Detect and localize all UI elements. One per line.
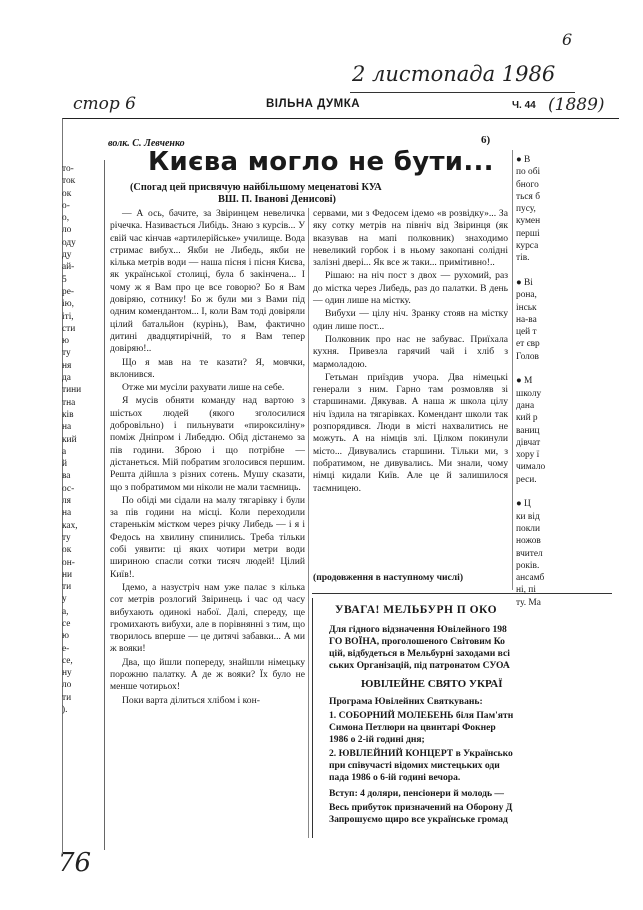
- paragraph: сервами, ми з Федосем ідемо «в розвідку»... За яку сотку метрів на північ від Звіринця (як вказував на мапі полковник) знаходимо невеликий горбок і в ньому закопані солідні залізні двері... Як все ж таки... примітивно!..: [313, 208, 508, 269]
- article-author: волк. С. Левченко: [108, 138, 185, 149]
- program-item-2-line-1: 2. ЮВІЛЕЙНИЙ КОНЦЕРТ в Українсько: [329, 748, 513, 759]
- announcement-title: ЮВІЛЕЙНЕ СВЯТО УКРАЇ: [361, 678, 503, 690]
- date-underline: [350, 92, 575, 93]
- handwritten-page-ref: стор 6: [73, 94, 136, 114]
- announcement-note-2: Запрошуємо щиро все українське громад: [329, 814, 508, 825]
- announcement-intro-1: Для гідного відзначення Ювілейного 198: [329, 624, 507, 635]
- article-number-tag: 6): [481, 134, 491, 146]
- paragraph: По обіді ми сідали на малу тягарівку і були за пів години на місці. Коли переходили старенькім містком через річку Либедь — і я і Федось на хвилину спинились. Треба тільки собі уявити: ці яких чотири метри води шириною спасли сотки тисяч людей! Цілий Київ!.: [110, 494, 305, 580]
- column-rule-right: [512, 150, 513, 590]
- announcement-note-1: Весь прибуток призначений на Оборону Д: [329, 802, 513, 813]
- program-item-1-line-2: Симона Петлюри на цвинтарі Фокнер: [329, 722, 496, 733]
- column-rule-left: [104, 160, 105, 850]
- paragraph: Полковник про нас не забувас. Приїхала кухня. Привезла гарячий чай і хліб з мармоладою.: [313, 333, 508, 370]
- paragraph: Гетьман приїздив учора. Два німецькі генерали з ним. Гарно там розмовляв зі старшинами. Дякував. А наша ж школа цілу ніч їздила на тягарівках. Комендант школи так розпорядився. Люди в місті нахвалитись не можуть. А на німців злі. Цілком покинули місто... Дивувались старшини. Тільки ми, з побратимом, не дивувались. Ми знали, чому німці кидали Київ. Але це й залишилося таємницею.: [313, 371, 508, 494]
- paragraph: Отже ми мусіли рахувати лише на себе.: [122, 382, 285, 394]
- paragraph: Що я мав на те казати? Я, мовчки, вклонився.: [110, 356, 305, 380]
- handwritten-corner-number: 6: [562, 30, 573, 49]
- paragraph: — А ось, бачите, за Звіринцем невеличка річечка. Називається Либідь. Знаю з курсів... У євій час кінчав «артилерійське» училище. Вода стримає вибух... Якби не Либедь, якби не кілька метрів води — наша пісня і пісня Києва, як української столиці, була б закінчена... І чому ж я Вам про це все говорю? Бо я Вам довіряю, сотнику! Бо ж були ми з Вами під одним комендантом... І, коли Вам тоді довіряли цілий батальйон (курінь), Вам, фактично дитині двадцятирічній, то я Вам тепер довіряю!..: [110, 208, 305, 355]
- program-item-1-line-3: 1986 о 2-ій годині дня;: [329, 734, 425, 745]
- continued-note: (продовження в наступному числі): [313, 572, 464, 583]
- issue-number: Ч. 44: [512, 100, 536, 111]
- article-subtitle-2: ВШ. П. Івановi Денисові): [218, 194, 336, 205]
- announcement-heading: УВАГА! МЕЛЬБУРН П ОКО: [335, 604, 498, 616]
- newspaper-name: ВІЛЬНА ДУМКА: [266, 98, 361, 110]
- paragraph: Рішаю: на ніч пост з двох — рухомий, раз до містка через Либедь, раз до палатки. В день — один лише на містку.: [313, 270, 508, 307]
- article-column-2: [313, 208, 508, 568]
- column-rule-middle: [308, 208, 309, 838]
- right-cropped-column: ● В по обі бного ться б пусу, кумен перші курса тів. ● Ві рона, інськ на-ва цей т ет євр Голов ● М школу дана кий р ваниц дівчат хору ї чимало реси. ● Ц ки від покли ножов вчител років. ансамб ні, пі ту. Ма: [516, 155, 546, 608]
- program-item-1-line-1: 1. СОБОРНИЙ МОЛЕБЕНЬ біля Пам'ятн: [329, 710, 514, 721]
- announcement-program: Програма Ювілейних Святкувань:: [329, 696, 483, 707]
- article-subtitle-1: (Спогад цей присвячую найбільшому меценатові КУА: [130, 182, 382, 193]
- paragraph: Два, що йшли попереду, знайшли німецьку порожню палатку. А де ж вояки? Їх було не менше чотирьох!: [110, 656, 305, 693]
- announcement-intro-4: ських Організацій, під патронатом СУОА: [329, 660, 510, 671]
- paragraph: Вибухи — цілу ніч. Зранку стояв на містку один лише пост...: [313, 308, 508, 332]
- article-title: Києва могло не бути...: [148, 147, 494, 177]
- paragraph: Ідемо, а назустріч нам уже палає з кілька сот метрів розлогий Звіринець і час од часу вибухають одинокі набої. Далі, спереду, ще громихають вибухи, але в порівнянні з тим, що творилось вперше — це дитячі забавки... А ми ж вояки!: [110, 581, 305, 655]
- paragraph: Поки варта ділиться хлібом і кон-: [122, 694, 260, 706]
- handwritten-date: 2 листопада 1986: [352, 62, 556, 86]
- left-cropped-column: то- ток ок о- о, ло оду ду ай- 5 ре- ію, іті, сти ю ту ня да тини тна ків на кий а й ва ос- ля на ках, ту ок он- ни ти у а, се ю е- се, ну ло ти ).: [62, 164, 82, 716]
- announcement-intro-3: цій, відбудеться в Мельбурні заходами всі: [329, 648, 510, 659]
- handwritten-issue: (1889): [548, 95, 605, 115]
- announcement-entry: Вступ: 4 доляри, пенсіонери й молодь —: [329, 788, 505, 799]
- program-item-2-line-2: при співучасті відомих мистецьких оди: [329, 760, 500, 771]
- paragraph: Я мусів обняти команду над вартою з шістьох людей (якого зголосилися добровільно) і пильнувати «пироксиліну» поміж Дніпром і Либеддю. Обід дістанемо за пів години. Зброю і що потрібне — дістанеться. Мій побратим зголосився першим. Решта дійшла з різних сотень. Мушу сказати, що з побратимом ми ніколи не мали таємниць.: [110, 395, 305, 493]
- article-column-1: [110, 208, 305, 844]
- handwritten-bottom-number: 76: [58, 848, 92, 878]
- announcement-box: [312, 598, 613, 838]
- program-item-2-line-3: пада 1986 о 6-ій годині вечора.: [329, 772, 461, 783]
- announcement-top-rule: [312, 593, 612, 594]
- announcement-intro-2: ГО ВОЇНА, проголошеного Світовим Ко: [329, 636, 505, 647]
